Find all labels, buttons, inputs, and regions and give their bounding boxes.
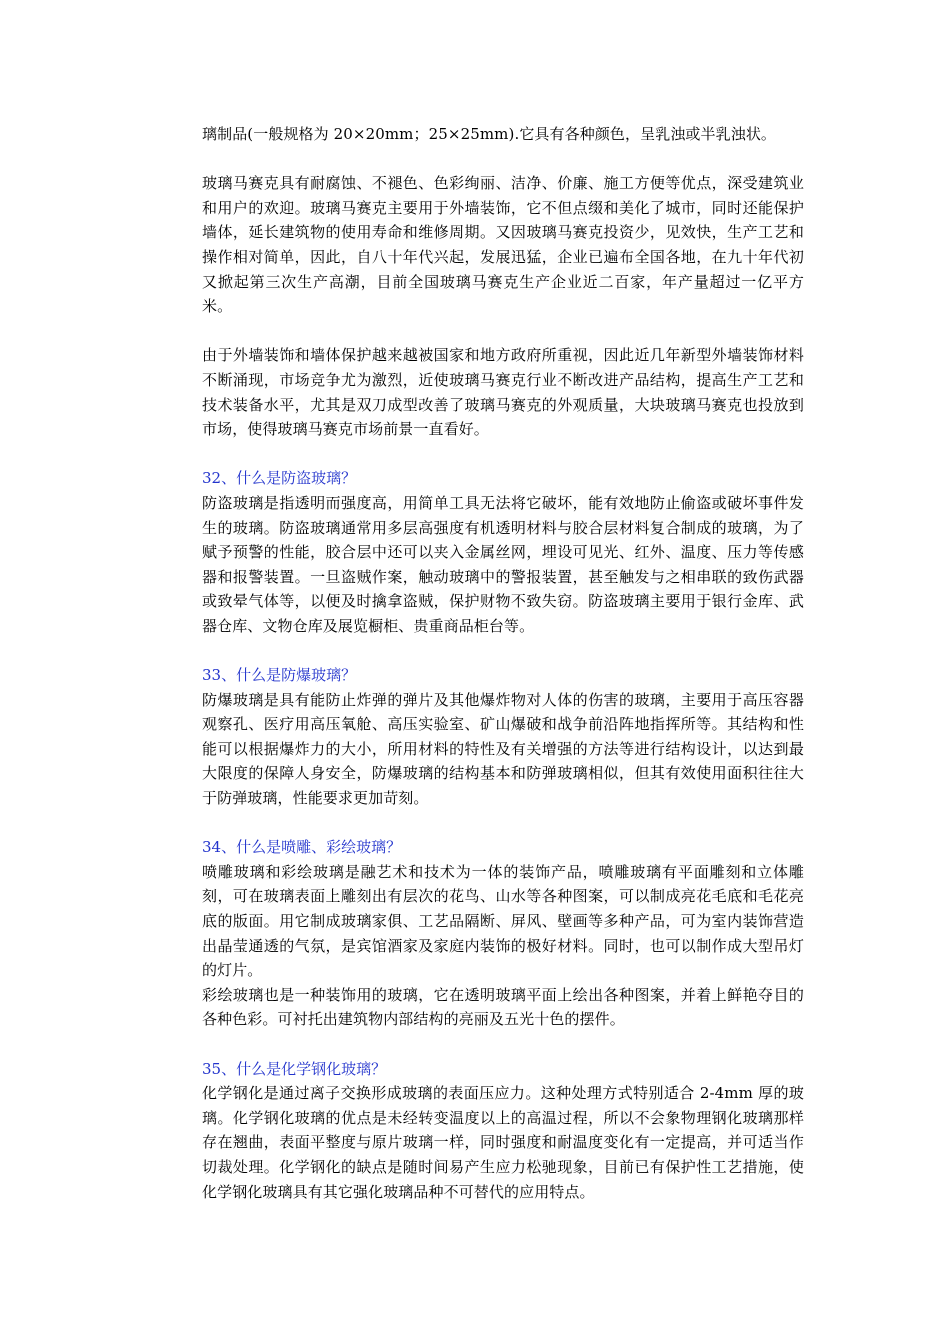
spacer [202,147,804,172]
spacer [202,638,804,663]
spacer [202,442,804,467]
document-page [202,122,804,1204]
question-33-title: 33、什么是防爆玻璃？ [202,666,357,685]
question-33-body: 防爆玻璃是具有能防止炸弹的弹片及其他爆炸物对人体的伤害的玻璃，主要用于高压容器观察孔、医疗用高压氧舱、高压实验室、矿山爆破和战争前沿阵地指挥所等。其结构和性能可以根据爆炸力的大小，所用材料的特性及有关增强的方法等进行结构设计，以达到最大限度的保障人身安全，防爆玻璃的结构基本和防弹玻璃相似，但其有效使用面积往往大于防弹玻璃，性能要求更加苛刻。 [202,690,804,808]
spacer [202,811,804,836]
question-35-body: 化学钢化是通过离子交换形成玻璃的表面压应力。这种处理方式特别适合 2-4mm 厚的玻璃。化学钢化玻璃的优点是未经转变温度以上的高温过程，所以不会象物理钢化玻璃那样存在翘曲，表面平整度与原片玻璃一样，同时强度和耐温度变化有一定提高，并可适当作切裁处理。化学钢化的缺点是随时间易产生应力松驰现象，目前已有保护性工艺措施，使化学钢化玻璃具有其它强化玻璃品种不可替代的应用特点。 [202,1084,804,1201]
question-35-title: 35、什么是化学钢化玻璃？ [202,1059,387,1078]
intro-paragraph-mosaic-advantages: 玻璃马赛克具有耐腐蚀、不褪色、色彩绚丽、洁净、价廉、施工方便等优点，深受建筑业和用户的欢迎。玻璃马赛克主要用于外墙装饰，它不但点缀和美化了城市，同时还能保护墙体，延长建筑物的使用寿命和维修周期。又因玻璃马赛克投资少，见效快，生产工艺和操作相对简单，因此，自八十年代兴起，发展迅猛，企业已遍布全国各地，在九十年代初又掀起第三次生产高潮，目前全国玻璃马赛克生产企业近二百家，年产量超过一亿平方米。 [202,174,804,316]
question-32-body: 防盗玻璃是指透明而强度高，用简单工具无法将它破坏，能有效地防止偷盗或破坏事件发生的玻璃。防盗玻璃通常用多层高强度有机透明材料与胶合层材料复合制成的玻璃，为了赋予预警的性能，胶合层中还可以夹入金属丝网，埋设可见光、红外、温度、压力等传感器和报警装置。一旦盗贼作案，触动玻璃中的警报装置，甚至触发与之相串联的致伤武器或致晕气体等，以便及时擒拿盗贼，保护财物不致失窃。防盗玻璃主要用于银行金库、武器仓库、文物仓库及展览橱柜、贵重商品柜台等。 [202,493,804,635]
question-34-body-painted: 彩绘玻璃也是一种装饰用的玻璃，它在透明玻璃平面上绘出各种图案，并着上鲜艳夺目的各种色彩。可衬托出建筑物内部结构的亮丽及五光十色的摆件。 [202,985,804,1029]
spacer [202,1032,804,1057]
question-32-title: 32、什么是防盗玻璃？ [202,469,357,488]
spacer [202,319,804,344]
question-34-title: 34、什么是喷雕、彩绘玻璃？ [202,838,402,857]
question-34-body-engraved: 喷雕玻璃和彩绘玻璃是融艺术和技术为一体的装饰产品，喷雕玻璃有平面雕刻和立体雕刻，可在玻璃表面上雕刻出有层次的花鸟、山水等各种图案，可以制成亮花毛底和毛花亮底的版面。用它制成玻璃家俱、工艺品隔断、屏风、壁画等多种产品，可为室内装饰营造出晶莹通透的气氛，是宾馆酒家及家庭内装饰的极好材料。同时，也可以制作成大型吊灯的灯片。 [202,862,804,980]
intro-paragraph-market: 由于外墙装饰和墙体保护越来越被国家和地方政府所重视，因此近几年新型外墙装饰材料不断涌现，市场竞争尤为激烈，近使玻璃马赛克行业不断改进产品结构，提高生产工艺和技术装备水平，尤其是双刀成型改善了玻璃马赛克的外观质量，大块玻璃马赛克也投放到市场，使得玻璃马赛克市场前景一直看好。 [202,346,804,439]
intro-line: 璃制品(一般规格为 20×20mm；25×25mm).它具有各种颜色，呈乳浊或半乳浊状。 [202,125,777,143]
